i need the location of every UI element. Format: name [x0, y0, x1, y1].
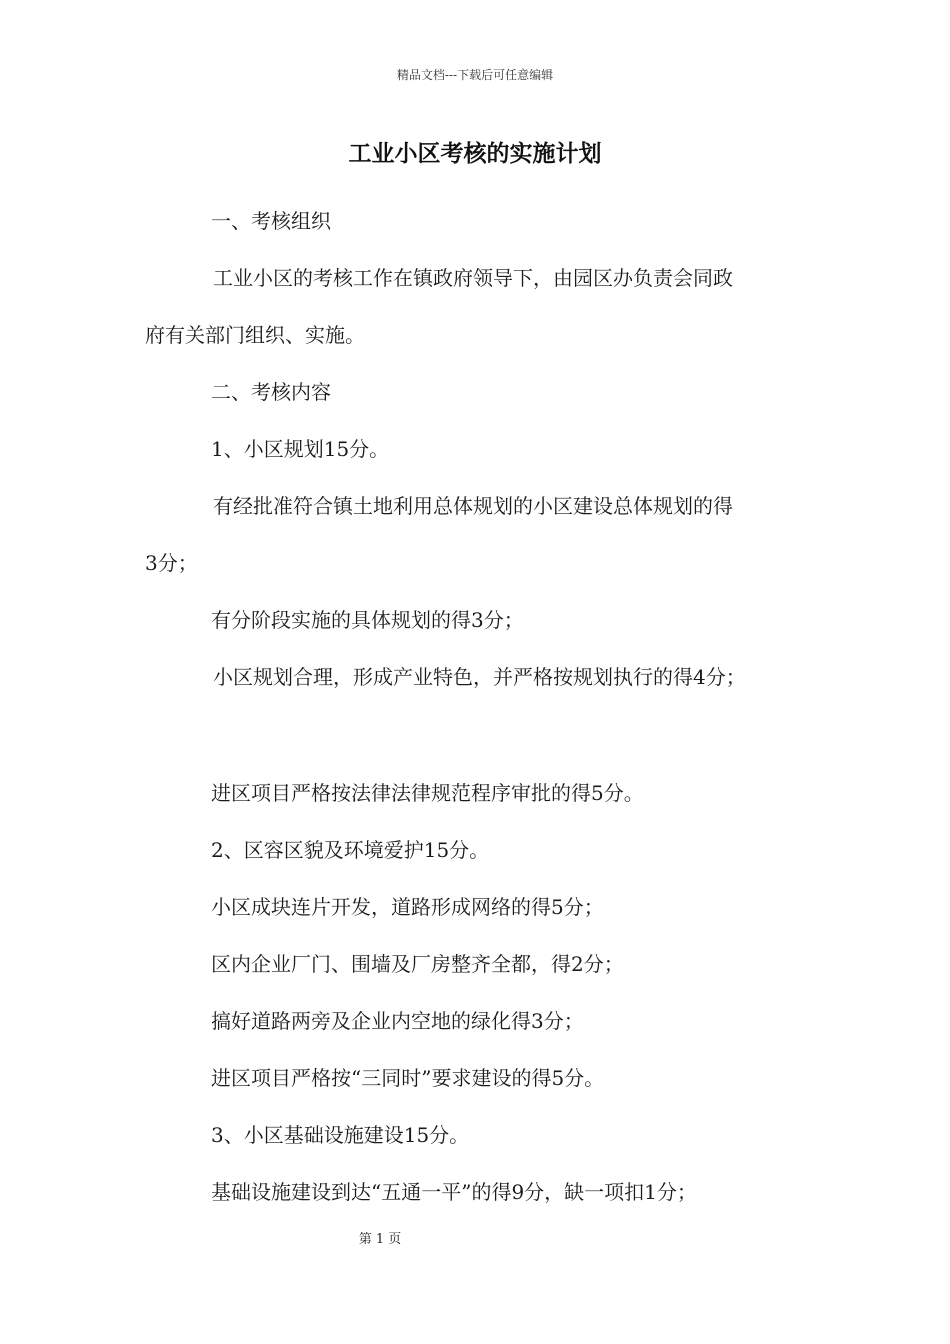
section-heading-organization: 一、考核组织 — [211, 209, 331, 233]
paragraph-line: 工业小区的考核工作在镇政府领导下，由园区办负责会同政 — [213, 266, 733, 290]
paragraph-line: 3分； — [145, 551, 198, 575]
page-number: 第 1 页 — [358, 1232, 402, 1247]
item-heading: 1、小区规划15分。 — [211, 437, 390, 461]
section-heading-content: 二、考核内容 — [211, 380, 331, 404]
paragraph-line: 搞好道路两旁及企业内空地的绿化得3分； — [211, 1009, 584, 1033]
document-title: 工业小区考核的实施计划 — [348, 140, 602, 167]
paragraph-line: 府有关部门组织、实施。 — [145, 323, 365, 347]
paragraph-line: 有分阶段实施的具体规划的得3分； — [211, 608, 524, 632]
paragraph-line: 有经批准符合镇土地利用总体规划的小区建设总体规划的得 — [213, 494, 733, 518]
paragraph-line: 进区项目严格按法律法律规范程序审批的得5分。 — [211, 781, 644, 805]
paragraph-line: 小区成块连片开发，道路形成网络的得5分； — [211, 895, 604, 919]
item-heading: 2、区容区貌及环境爱护15分。 — [211, 838, 490, 862]
item-heading: 3、小区基础设施建设15分。 — [211, 1123, 470, 1147]
paragraph-line: 进区项目严格按“三同时”要求建设的得5分。 — [211, 1066, 605, 1090]
paragraph-line: 基础设施建设到达“五通一平”的得9分，缺一项扣1分； — [211, 1180, 697, 1204]
paragraph-line: 区内企业厂门、围墙及厂房整齐全都，得2分； — [211, 952, 624, 976]
header-note: 精品文档---下载后可任意编辑 — [396, 68, 554, 82]
paragraph-line: 小区规划合理，形成产业特色，并严格按规划执行的得4分； — [213, 665, 746, 689]
